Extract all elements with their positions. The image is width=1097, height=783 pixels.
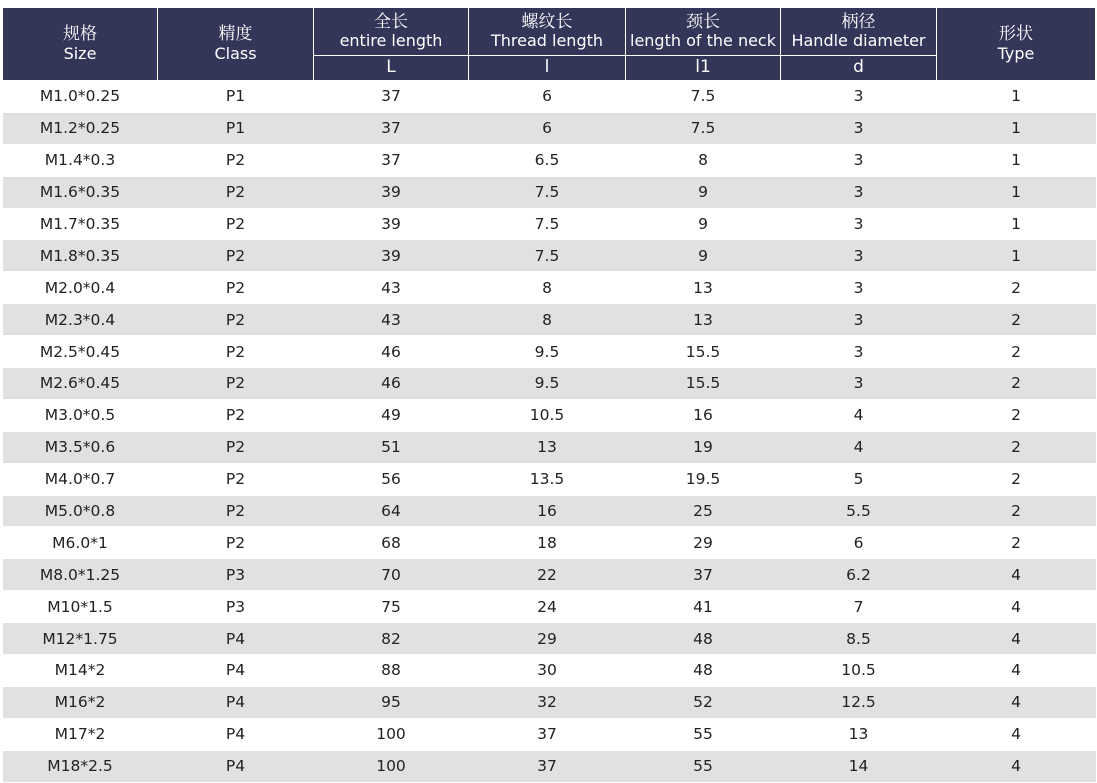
thread-length-cell: 6.5: [469, 144, 626, 176]
entire-length-cell: 95: [314, 686, 469, 718]
neck-length-cell: 7.5: [626, 112, 781, 144]
thread-length-cell: 7.5: [469, 208, 626, 240]
type-cell: 4: [937, 559, 1096, 591]
table-row: [3, 336, 1096, 368]
type-cell: 2: [937, 527, 1096, 559]
thread-length-cell: 13.5: [469, 463, 626, 495]
entire-length-cell: 37: [314, 112, 469, 144]
handle-diameter-cell: 3: [781, 272, 937, 304]
table-row: [3, 431, 1096, 463]
type-cell: 2: [937, 304, 1096, 336]
class-cell: P4: [158, 686, 314, 718]
size-cell: M1.8*0.35: [3, 240, 158, 272]
neck-length-cell: 13: [626, 272, 781, 304]
specification-table: [2, 7, 1096, 783]
type-cell: 2: [937, 463, 1096, 495]
handle-diameter-cell: 6.2: [781, 559, 937, 591]
handle-diameter-cell: 5.5: [781, 495, 937, 527]
handle-diameter-cell: 13: [781, 718, 937, 750]
header-neck-length: [626, 8, 781, 56]
class-cell: P3: [158, 559, 314, 591]
handle-diameter-cell: 3: [781, 304, 937, 336]
neck-length-cell: 15.5: [626, 368, 781, 400]
table-row: [3, 272, 1096, 304]
entire-length-cell: 43: [314, 304, 469, 336]
class-cell: P2: [158, 368, 314, 400]
size-cell: M1.7*0.35: [3, 208, 158, 240]
neck-length-cell: 41: [626, 591, 781, 623]
table-row: [3, 399, 1096, 431]
class-cell: P4: [158, 623, 314, 655]
neck-length-cell: 8: [626, 144, 781, 176]
entire-length-cell: 39: [314, 208, 469, 240]
handle-diameter-cell: 4: [781, 431, 937, 463]
thread-length-cell: 7.5: [469, 176, 626, 208]
size-cell: M3.5*0.6: [3, 431, 158, 463]
thread-length-cell: 9.5: [469, 368, 626, 400]
header-handle-diameter-zh: 柄径: [841, 11, 876, 32]
table-row: [3, 304, 1096, 336]
entire-length-cell: 75: [314, 591, 469, 623]
neck-length-cell: 48: [626, 655, 781, 687]
type-cell: 2: [937, 495, 1096, 527]
thread-length-cell: 9.5: [469, 336, 626, 368]
thread-length-cell: 30: [469, 655, 626, 687]
handle-diameter-cell: 7: [781, 591, 937, 623]
table-row: [3, 495, 1096, 527]
header-entire-length-en: entire length: [339, 31, 443, 51]
table-row: [3, 81, 1096, 113]
header-size-en: Size: [63, 43, 97, 63]
class-cell: P2: [158, 495, 314, 527]
type-cell: 4: [937, 623, 1096, 655]
header-class-en: Class: [214, 43, 257, 63]
entire-length-cell: 56: [314, 463, 469, 495]
header-size-zh: 规格: [63, 24, 97, 45]
table-row: [3, 718, 1096, 750]
table-row: [3, 208, 1096, 240]
table-row: [3, 176, 1096, 208]
size-cell: M2.6*0.45: [3, 368, 158, 400]
type-cell: 4: [937, 686, 1096, 718]
handle-diameter-cell: 14: [781, 750, 937, 782]
type-cell: 1: [937, 208, 1096, 240]
class-cell: P2: [158, 527, 314, 559]
neck-length-cell: 16: [626, 399, 781, 431]
entire-length-cell: 39: [314, 176, 469, 208]
handle-diameter-cell: 8.5: [781, 623, 937, 655]
class-cell: P2: [158, 399, 314, 431]
class-cell: P4: [158, 750, 314, 782]
class-cell: P4: [158, 718, 314, 750]
class-cell: P2: [158, 208, 314, 240]
size-cell: M1.0*0.25: [3, 81, 158, 113]
handle-diameter-cell: 6: [781, 527, 937, 559]
neck-length-cell: 55: [626, 718, 781, 750]
header-symbol-l: l: [469, 56, 626, 81]
header-class: [158, 8, 314, 81]
header-handle-diameter-en: Handle diameter: [791, 31, 926, 51]
size-cell: M16*2: [3, 686, 158, 718]
type-cell: 1: [937, 144, 1096, 176]
table-row: [3, 623, 1096, 655]
entire-length-cell: 68: [314, 527, 469, 559]
type-cell: 1: [937, 81, 1096, 113]
entire-length-cell: 51: [314, 431, 469, 463]
entire-length-cell: 70: [314, 559, 469, 591]
size-cell: M1.4*0.3: [3, 144, 158, 176]
neck-length-cell: 52: [626, 686, 781, 718]
size-cell: M17*2: [3, 718, 158, 750]
header-type: [937, 8, 1096, 81]
table-row: [3, 368, 1096, 400]
neck-length-cell: 19.5: [626, 463, 781, 495]
size-cell: M2.3*0.4: [3, 304, 158, 336]
header-neck-length-zh: 颈长: [686, 11, 720, 32]
type-cell: 2: [937, 431, 1096, 463]
handle-diameter-cell: 3: [781, 208, 937, 240]
size-cell: M5.0*0.8: [3, 495, 158, 527]
neck-length-cell: 55: [626, 750, 781, 782]
entire-length-cell: 64: [314, 495, 469, 527]
neck-length-cell: 7.5: [626, 81, 781, 113]
type-cell: 1: [937, 176, 1096, 208]
thread-length-cell: 10.5: [469, 399, 626, 431]
class-cell: P2: [158, 431, 314, 463]
size-cell: M4.0*0.7: [3, 463, 158, 495]
entire-length-cell: 37: [314, 144, 469, 176]
size-cell: M3.0*0.5: [3, 399, 158, 431]
table-row: [3, 686, 1096, 718]
thread-length-cell: 16: [469, 495, 626, 527]
header-type-zh: 形状: [999, 24, 1033, 45]
class-cell: P2: [158, 240, 314, 272]
thread-length-cell: 18: [469, 527, 626, 559]
size-cell: M10*1.5: [3, 591, 158, 623]
header-thread-length-zh: 螺纹长: [521, 11, 573, 32]
size-cell: M2.0*0.4: [3, 272, 158, 304]
table-header: [3, 8, 1096, 81]
handle-diameter-cell: 3: [781, 368, 937, 400]
type-cell: 2: [937, 399, 1096, 431]
neck-length-cell: 19: [626, 431, 781, 463]
table-row: [3, 655, 1096, 687]
size-cell: M8.0*1.25: [3, 559, 158, 591]
header-class-zh: 精度: [218, 24, 253, 45]
header-thread-length: [469, 8, 626, 56]
handle-diameter-cell: 4: [781, 399, 937, 431]
header-thread-length-en: Thread length: [490, 31, 604, 51]
table-row: [3, 750, 1096, 782]
neck-length-cell: 29: [626, 527, 781, 559]
neck-length-cell: 9: [626, 240, 781, 272]
handle-diameter-cell: 3: [781, 144, 937, 176]
thread-length-cell: 37: [469, 750, 626, 782]
entire-length-cell: 46: [314, 336, 469, 368]
handle-diameter-cell: 3: [781, 112, 937, 144]
header-type-en: Type: [997, 43, 1035, 63]
class-cell: P2: [158, 176, 314, 208]
class-cell: P4: [158, 655, 314, 687]
class-cell: P2: [158, 144, 314, 176]
neck-length-cell: 15.5: [626, 336, 781, 368]
header-symbol-d: d: [781, 56, 937, 81]
handle-diameter-cell: 3: [781, 176, 937, 208]
type-cell: 4: [937, 591, 1096, 623]
class-cell: P2: [158, 272, 314, 304]
handle-diameter-cell: 3: [781, 81, 937, 113]
handle-diameter-cell: 5: [781, 463, 937, 495]
table-row: [3, 144, 1096, 176]
header-entire-length: [314, 8, 469, 56]
table-row: [3, 240, 1096, 272]
type-cell: 2: [937, 336, 1096, 368]
size-cell: M6.0*1: [3, 527, 158, 559]
header-symbol-l1: l1: [626, 56, 781, 81]
entire-length-cell: 82: [314, 623, 469, 655]
table-row: [3, 591, 1096, 623]
thread-length-cell: 8: [469, 272, 626, 304]
type-cell: 1: [937, 112, 1096, 144]
header-symbol-L: L: [314, 56, 469, 81]
neck-length-cell: 25: [626, 495, 781, 527]
class-cell: P3: [158, 591, 314, 623]
handle-diameter-cell: 3: [781, 336, 937, 368]
size-cell: M2.5*0.45: [3, 336, 158, 368]
thread-length-cell: 6: [469, 81, 626, 113]
entire-length-cell: 49: [314, 399, 469, 431]
size-cell: M18*2.5: [3, 750, 158, 782]
thread-length-cell: 6: [469, 112, 626, 144]
size-cell: M14*2: [3, 655, 158, 687]
thread-length-cell: 22: [469, 559, 626, 591]
handle-diameter-cell: 3: [781, 240, 937, 272]
table-row: [3, 527, 1096, 559]
header-handle-diameter: [781, 8, 937, 56]
type-cell: 4: [937, 655, 1096, 687]
class-cell: P2: [158, 304, 314, 336]
class-cell: P1: [158, 112, 314, 144]
thread-length-cell: 37: [469, 718, 626, 750]
class-cell: P1: [158, 81, 314, 113]
header-entire-length-zh: 全长: [374, 11, 408, 32]
size-cell: M1.2*0.25: [3, 112, 158, 144]
thread-length-cell: 7.5: [469, 240, 626, 272]
entire-length-cell: 39: [314, 240, 469, 272]
type-cell: 4: [937, 718, 1096, 750]
type-cell: 1: [937, 240, 1096, 272]
header-size: [3, 8, 158, 81]
neck-length-cell: 9: [626, 176, 781, 208]
type-cell: 2: [937, 368, 1096, 400]
header-neck-length-en: length of the neck: [630, 31, 776, 51]
entire-length-cell: 88: [314, 655, 469, 687]
thread-length-cell: 24: [469, 591, 626, 623]
neck-length-cell: 37: [626, 559, 781, 591]
entire-length-cell: 46: [314, 368, 469, 400]
type-cell: 2: [937, 272, 1096, 304]
thread-length-cell: 8: [469, 304, 626, 336]
neck-length-cell: 9: [626, 208, 781, 240]
class-cell: P2: [158, 463, 314, 495]
table-row: [3, 559, 1096, 591]
table-row: [3, 463, 1096, 495]
table-row: [3, 112, 1096, 144]
handle-diameter-cell: 10.5: [781, 655, 937, 687]
thread-length-cell: 13: [469, 431, 626, 463]
entire-length-cell: 37: [314, 81, 469, 113]
entire-length-cell: 43: [314, 272, 469, 304]
size-cell: M12*1.75: [3, 623, 158, 655]
neck-length-cell: 13: [626, 304, 781, 336]
type-cell: 4: [937, 750, 1096, 782]
handle-diameter-cell: 12.5: [781, 686, 937, 718]
entire-length-cell: 100: [314, 750, 469, 782]
thread-length-cell: 29: [469, 623, 626, 655]
entire-length-cell: 100: [314, 718, 469, 750]
neck-length-cell: 48: [626, 623, 781, 655]
table-body: [3, 81, 1096, 783]
class-cell: P2: [158, 336, 314, 368]
size-cell: M1.6*0.35: [3, 176, 158, 208]
thread-length-cell: 32: [469, 686, 626, 718]
